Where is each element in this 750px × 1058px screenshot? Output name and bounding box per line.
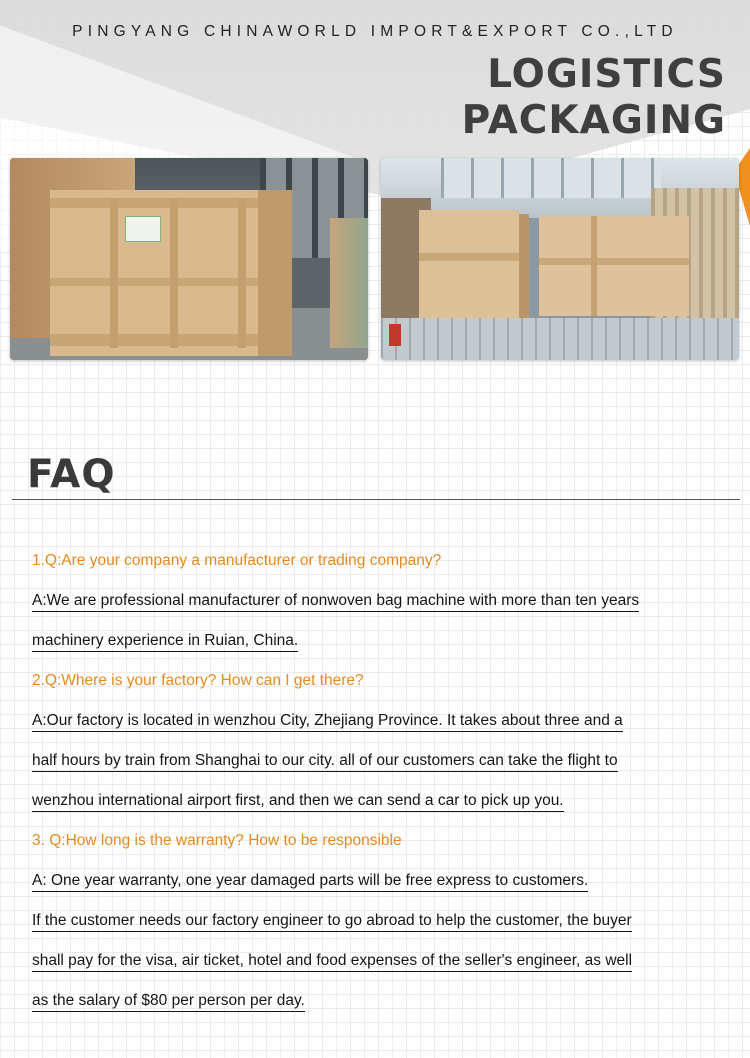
faq-answer-3-line-2: If the customer needs our factory engineer to go abroad to help the customer, the buyer (32, 912, 632, 930)
faq-heading: FAQ (27, 452, 116, 497)
faq-answer-2-line-2: half hours by train from Shanghai to our city. all of our customers can take the flight to (32, 752, 618, 770)
faq-answer-3-line-1: A: One year warranty, one year damaged parts will be free express to customers. (32, 872, 588, 890)
faq-answer-3-line-4: as the salary of $80 per person per day. (32, 992, 305, 1010)
faq-question-3: 3. Q:How long is the warranty? How to be responsible (32, 832, 402, 849)
faq-question-1: 1.Q:Are your company a manufacturer or trading company? (32, 552, 442, 569)
wooden-crate-warehouse-photo (10, 158, 368, 360)
title-packaging: PACKAGING (461, 98, 726, 143)
faq-answer-2-line-1: A:Our factory is located in wenzhou City, Zhejiang Province. It takes about three and a (32, 712, 623, 730)
faq-divider (12, 499, 740, 500)
title-logistics: LOGISTICS (487, 52, 726, 97)
faq-question-2: 2.Q:Where is your factory? How can I get there? (32, 672, 364, 689)
wooden-crates-truck-loading-photo (381, 158, 739, 360)
faq-answer-3-line-3: shall pay for the visa, air ticket, hotel and food expenses of the seller's engineer, as well (32, 952, 632, 970)
faq-answer-2-line-3: wenzhou international airport first, and then we can send a car to pick up you. (32, 792, 564, 810)
faq-answer-1-line-1: A:We are professional manufacturer of nonwoven bag machine with more than ten years (32, 592, 639, 610)
company-name: PINGYANG CHINAWORLD IMPORT&EXPORT CO.,LTD (72, 23, 678, 40)
faq-answer-1-line-2: machinery experience in Ruian, China. (32, 632, 298, 650)
